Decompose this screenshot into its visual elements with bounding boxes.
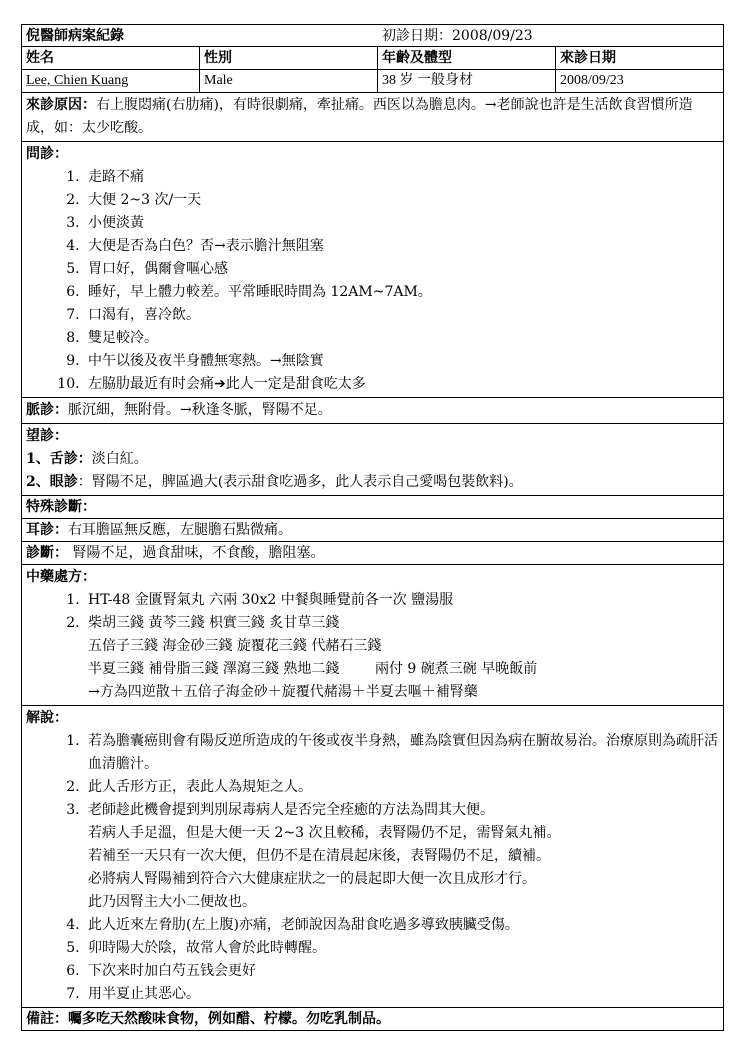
list-item xyxy=(84,799,719,914)
first-visit-date: 初診日期：2008/09/23 xyxy=(382,28,533,44)
diagnosis-section xyxy=(22,542,723,565)
pulse-text: 脈沉細，無附骨。→秋逢冬脈，腎陽不足。 xyxy=(68,402,332,418)
inquiry-list xyxy=(26,166,719,396)
info-label-row xyxy=(22,47,723,70)
patient-gender: Male xyxy=(200,70,378,92)
list-item: 4. 此人近來左脅肋(左上腹)亦痛，老師說因為甜食吃過多導致胰臟受傷。 xyxy=(84,914,719,937)
list-item: 2. 此人舌形方正，表此人為規矩之人。 xyxy=(84,776,719,799)
observe-label: 望診： xyxy=(26,428,68,444)
reason-section xyxy=(22,93,723,142)
diagnosis-text: 腎陽不足，過食甜味，不食酸，膽阻塞。 xyxy=(68,545,325,561)
prescription-list xyxy=(26,589,719,635)
prescription-line: →方為四逆散＋五倍子海金砂＋旋覆代赭湯＋半夏去嘔＋補腎藥 xyxy=(88,684,478,700)
record-header-row xyxy=(22,25,723,47)
ear-text: 右耳膽區無反應，左腿膽石點微痛。 xyxy=(68,522,292,538)
special-label: 特殊診斷： xyxy=(26,499,96,515)
explain-line: 若補至一天只有一次大便，但仍不是在清晨起床後，表腎陽仍不足，續補。 xyxy=(88,848,550,864)
explain-line: 若病人手足溫，但是大便一天 2~3 次且較稀，表腎陽仍不足，需腎氣丸補。 xyxy=(88,825,561,841)
pulse-label: 脈診： xyxy=(26,402,68,418)
list-item: 1. 走路不痛 xyxy=(84,166,719,189)
list-item: 4. 大便是否為白色？否→表示膽汁無阻塞 xyxy=(84,235,719,258)
ear-label: 耳診： xyxy=(26,522,68,538)
eye-line xyxy=(26,471,719,494)
prescription-line: 半夏三錢 補骨脂三錢 澤瀉三錢 熟地二錢 兩付 9 碗煮三碗 早晚飯前 xyxy=(88,661,538,677)
explain-list xyxy=(26,730,719,1006)
list-item: 8. 雙足較冷。 xyxy=(84,327,719,350)
case-record-table xyxy=(21,24,724,1031)
special-section xyxy=(22,496,723,519)
ear-section xyxy=(22,519,723,542)
list-item: 5. 卯時陽大於陰，故常人會於此時轉醒。 xyxy=(84,937,719,960)
note-section xyxy=(22,1008,723,1030)
label-visit-date: 來診日期 xyxy=(560,50,616,66)
prescription-section xyxy=(22,565,723,706)
tongue-line xyxy=(26,448,719,471)
tongue-label: 1、舌診： xyxy=(26,451,92,467)
reason-label: 來診原因： xyxy=(26,97,96,113)
diagnosis-label: 診斷： xyxy=(26,545,68,561)
list-item: 5. 胃口好，偶爾會嘔心感 xyxy=(84,258,719,281)
patient-age-body: 38 岁 一般身材 xyxy=(378,70,556,92)
list-item: 2. 大便 2~3 次/一天 xyxy=(84,189,719,212)
info-value-row xyxy=(22,70,723,93)
tongue-text: 淡白紅。 xyxy=(91,451,148,467)
list-item: 7. 口渴有，喜冷飲。 xyxy=(84,304,719,327)
inquiry-label: 問診： xyxy=(26,146,68,162)
inquiry-section xyxy=(22,142,723,398)
observe-section xyxy=(22,424,723,496)
explain-section xyxy=(22,706,723,1008)
patient-name: Lee, Chien Kuang xyxy=(22,70,200,92)
explain-line: 必將病人腎陽補到符合六大健康症狀之一的晨起即大便一次且成形才行。 xyxy=(88,871,536,887)
note-text: 囑多吃天然酸味食物，例如醋、柠檬。勿吃乳制品。 xyxy=(68,1011,390,1027)
list-item: 3. 小便淡黃 xyxy=(84,212,719,235)
label-age-body: 年齡及體型 xyxy=(378,47,556,69)
explain-line: 此乃因腎主大小二便故也。 xyxy=(88,894,256,910)
note-label: 備註： xyxy=(26,1011,68,1027)
prescription-line: 五倍子三錢 海金砂三錢 旋覆花三錢 代赭石三錢 xyxy=(88,638,382,654)
list-item: 6. 睡好，早上體力較差。平常睡眠時間為 12AM~7AM。 xyxy=(84,281,719,304)
list-item: 1. HT-48 金匱腎氣丸 六兩 30x2 中餐與睡覺前各一次 鹽湯服 xyxy=(84,589,719,612)
reason-text: 右上腹悶痛(右肋痛)，有時很劇痛，牽扯痛。西医以為膽息肉。→老師說也許是生活飲食習慣所造成，如：太少吃酸。 xyxy=(26,97,693,136)
label-name: 姓名 xyxy=(22,47,200,69)
list-item: 2. 柴胡三錢 黃芩三錢 枳實三錢 炙甘草三錢 xyxy=(84,612,719,635)
list-item: 1. 若為膽囊癌則會有陽反逆所造成的午後或夜半身熱，雖為陰實但因為病在腑故易治。治療原則為疏肝活血清膽汁。 xyxy=(84,730,719,776)
list-item: 10. 左脇肋最近有时会痛➔此人一定是甜食吃太多 xyxy=(84,373,719,396)
list-item: 6. 下次来时加白芍五钱会更好 xyxy=(84,960,719,983)
list-item: 7. 用半夏止其恶心。 xyxy=(84,983,719,1006)
explain-label: 解說： xyxy=(26,710,68,726)
prescription-label: 中藥處方： xyxy=(26,569,96,585)
list-item: 9. 中午以後及夜半身體無寒熱。→無陰實 xyxy=(84,350,719,373)
eye-label: 2、眼診 xyxy=(26,474,78,490)
label-gender: 性別 xyxy=(200,47,378,69)
pulse-section xyxy=(22,398,723,424)
record-title: 倪醫師病案紀錄 xyxy=(26,28,124,44)
explain-line: 3. 老師趁此機會提到判別尿毒病人是否完全痊癒的方法為問其大便。 xyxy=(88,802,494,818)
eye-text: ：腎陽不足，脾區過大(表示甜食吃過多，此人表示自己愛喝包裝飲料)。 xyxy=(77,474,523,490)
visit-date: 2008/09/23 xyxy=(560,73,624,88)
